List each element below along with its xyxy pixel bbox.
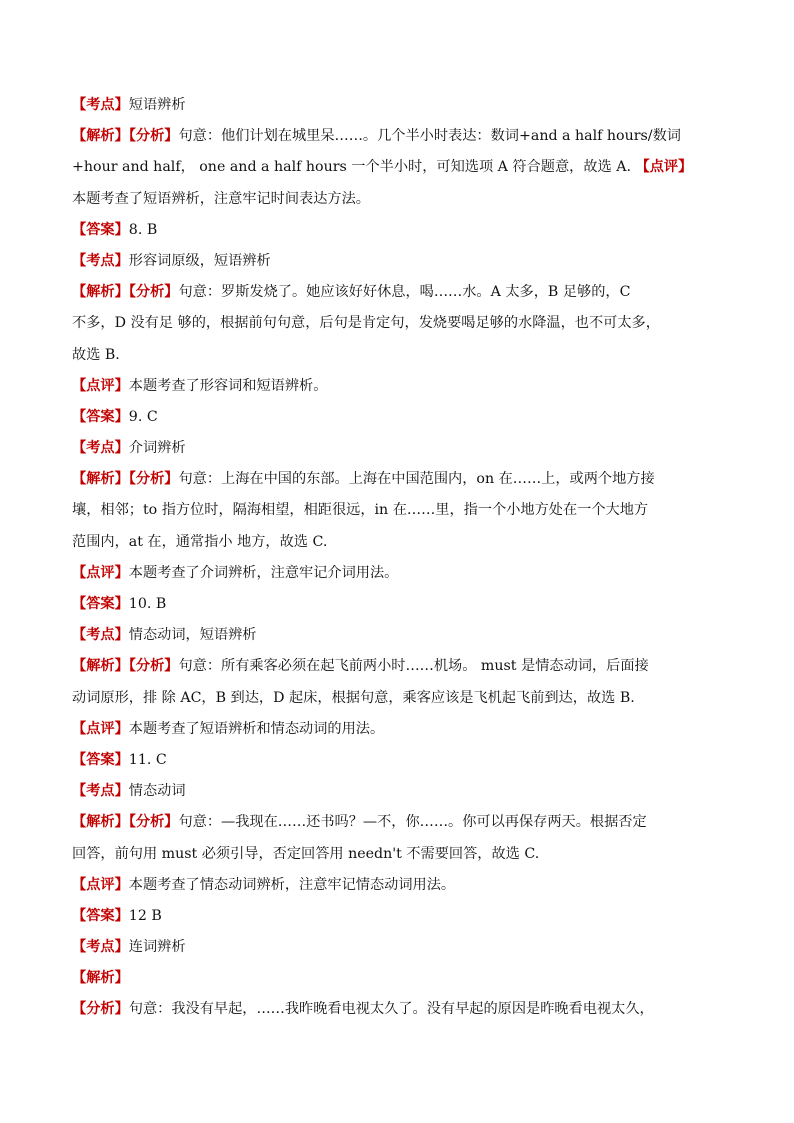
text-line [72,589,736,620]
section-tag: 【考点】 [72,783,129,800]
section-tag: 【点评】 [72,876,129,893]
text-line [72,683,736,714]
section-tag: 【解析】 [72,658,129,675]
section-tag: 【考点】 [72,440,129,457]
answer-document [72,90,736,1026]
text-line [72,152,736,183]
section-tag: 【考点】 [72,97,129,113]
section-tag: 【点评】 [635,159,693,176]
section-tag: 【答案】 [72,907,129,924]
text-line [72,402,736,433]
text-line [72,963,736,994]
section-tag: 【分析】 [72,1001,129,1018]
section-tag: 【分析】 [128,128,179,145]
section-tag: 【答案】 [72,408,129,425]
body-text: 本题考查了情态动词辨析，注意牢记情态动词用法。 [128,876,456,893]
text-line [72,932,736,963]
section-tag: 【分析】 [128,471,179,488]
text-line [72,464,736,495]
body-text: 情态动词，短语辨析 [128,627,257,644]
text-line [72,745,736,776]
text-line [72,994,736,1025]
body-text: 连词辨析 [128,939,186,956]
text-line [72,495,736,526]
text-line [72,340,736,371]
text-line [72,620,736,651]
section-tag: 【解析】 [72,814,129,831]
body-text: 本题考查了短语辨析，注意牢记时间表达方法。 [72,190,370,207]
body-text: 本题考查了形容词和短语辨析。 [128,377,328,394]
text-line [72,714,736,745]
body-text: 句意：罗斯发烧了。她应该好好休息，喝……水。A 太多，B 足够的，C [178,284,631,301]
text-line [72,870,736,901]
section-tag: 【分析】 [128,814,179,831]
text-line [72,277,736,308]
section-tag: 【答案】 [72,221,129,238]
text-line [72,308,736,339]
body-text: 句意：—我现在……还书吗？—不，你……。你可以再保存两天。根据否定 [178,814,647,831]
body-text: 本题考查了短语辨析和情态动词的用法。 [128,720,385,737]
section-tag: 【考点】 [72,627,129,644]
section-tag: 【考点】 [72,252,129,269]
body-text: 9. C [128,408,158,425]
section-tag: 【分析】 [128,284,179,301]
body-text: 句意：他们计划在城里呆……。几个半小时表达：数词+and a half hours/数词 [178,128,681,145]
body-text: 句意：我没有早起，……我昨晚看电视太久了。没有早起的原因是昨晚看电视太久， [128,1001,654,1018]
text-line [72,776,736,807]
body-text: 本题考查了介词辨析，注意牢记介词用法。 [128,564,399,581]
section-tag: 【解析】 [72,128,129,145]
body-text: 句意：上海在中国的东部。上海在中国范围内，on 在……上，或两个地方接 [178,471,655,488]
text-line [72,558,736,589]
body-text: 壤，相邻；to 指方位时，隔海相望，相距很远，in 在……里，指一个小地方处在一个大地方 [72,502,649,519]
body-text: 情态动词 [128,783,186,800]
section-tag: 【分析】 [128,658,179,675]
text-line [72,433,736,464]
text-line [72,371,736,402]
text-line [72,807,736,838]
body-text: 动词原形，排 除 AC，B 到达，D 起床，根据句意，乘客应该是飞机起飞前到达，故选 B. [72,689,635,706]
section-tag: 【解析】 [72,970,129,987]
body-text: 10. B [128,596,167,612]
body-text: 介词辨析 [128,440,186,457]
body-text: 短语辨析 [128,97,186,113]
section-tag: 【解析】 [72,471,129,488]
text-line [72,215,736,246]
body-text: 8. B [128,221,158,238]
text-line [72,246,736,277]
text-line [72,184,736,215]
section-tag: 【答案】 [72,596,129,612]
section-tag: 【点评】 [72,377,129,394]
section-tag: 【点评】 [72,720,129,737]
text-line [72,90,736,121]
text-line [72,527,736,558]
body-text: 范围内，at 在，通常指小 地方，故选 C. [72,533,328,550]
section-tag: 【答案】 [72,751,129,768]
section-tag: 【解析】 [72,284,129,301]
text-line [72,839,736,870]
body-text: 不多，D 没有足 够的，根据前句句意，后句是肯定句，发烧要喝足够的水降温，也不可太多， [72,315,660,332]
body-text: 句意：所有乘客必须在起飞前两小时……机场。 must 是情态动词，后面接 [178,658,649,675]
text-line [72,121,736,152]
body-text: 故选 B. [72,346,120,363]
section-tag: 【考点】 [72,939,129,956]
body-text: 形容词原级，短语辨析 [128,252,271,269]
text-line [72,901,736,932]
body-text: 11. C [128,751,167,768]
body-text: 12 B [128,907,162,924]
body-text: +hour and half， one and a half hours 一个半小时，可知选项 A 符合题意，故选 A. [72,159,636,176]
section-tag: 【点评】 [72,564,129,581]
body-text: 回答，前句用 must 必须引导，否定回答用 needn't 不需要回答，故选 C. [72,845,540,862]
text-line [72,651,736,682]
